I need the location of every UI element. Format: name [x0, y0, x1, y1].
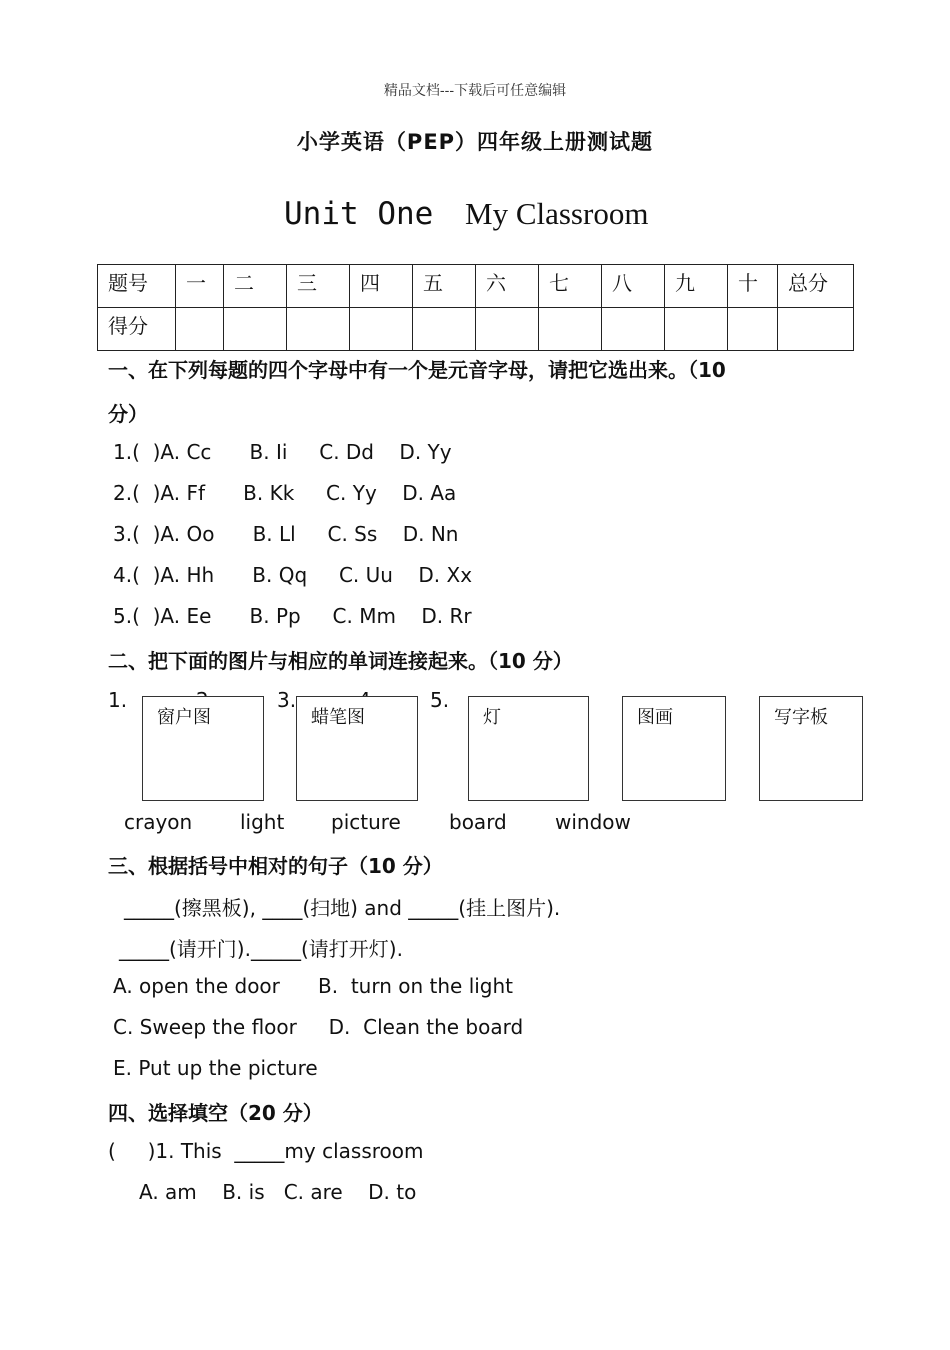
picture-box-label: 灯	[483, 707, 501, 728]
section-3-title: 三、根据括号中相对的句子（10 分）	[108, 854, 443, 878]
unit-name: My Classroom	[465, 196, 649, 231]
score-cell-1: 一	[176, 265, 224, 308]
score-cell-label: 题号	[98, 265, 176, 308]
score-input-total[interactable]	[778, 308, 854, 351]
picture-box-label: 窗户图	[157, 707, 211, 728]
score-cell-9: 九	[665, 265, 728, 308]
score-input-5[interactable]	[413, 308, 476, 351]
score-row-label: 得分	[98, 308, 176, 351]
score-cell-8: 八	[602, 265, 665, 308]
match-word-picture[interactable]: picture	[331, 810, 401, 834]
question-1-1: 1.( )A. Cc B. Ii C. Dd D. Yy	[113, 440, 452, 464]
question-1-3: 3.( )A. Oo B. Ll C. Ss D. Nn	[113, 522, 459, 546]
score-cell-2: 二	[224, 265, 287, 308]
fill-line-2: _____(请开门)._____(请打开灯).	[119, 937, 403, 961]
question-1-5: 5.( )A. Ee B. Pp C. Mm D. Rr	[113, 604, 472, 628]
score-table	[97, 264, 854, 351]
page-title: 小学英语（PEP）四年级上册测试题	[296, 130, 654, 154]
score-input-2[interactable]	[224, 308, 287, 351]
match-number-5: 5.	[430, 688, 450, 712]
section-2-title: 二、把下面的图片与相应的单词连接起来。（10 分）	[108, 649, 573, 673]
question-4-1-options: A. am B. is C. are D. to	[139, 1180, 417, 1204]
score-input-10[interactable]	[728, 308, 778, 351]
picture-box-light[interactable]	[468, 696, 589, 801]
question-4-1: ( )1. This _____my classroom	[108, 1139, 424, 1163]
score-cell-6: 六	[476, 265, 539, 308]
option-line-2: C. Sweep the floor D. Clean the board	[113, 1015, 524, 1039]
score-table-header-row	[98, 265, 854, 308]
score-cell-5: 五	[413, 265, 476, 308]
picture-box-label: 图画	[637, 707, 673, 728]
picture-box-window[interactable]	[142, 696, 264, 801]
picture-box-crayon[interactable]	[296, 696, 418, 801]
picture-box-picture[interactable]	[622, 696, 726, 801]
match-number-1: 1.	[108, 688, 128, 712]
score-cell-total: 总分	[778, 265, 854, 308]
section-4-title: 四、选择填空（20 分）	[108, 1101, 323, 1125]
score-input-4[interactable]	[350, 308, 413, 351]
question-1-4: 4.( )A. Hh B. Qq C. Uu D. Xx	[113, 563, 473, 587]
match-word-light[interactable]: light	[240, 810, 285, 834]
question-1-2: 2.( )A. Ff B. Kk C. Yy D. Aa	[113, 481, 457, 505]
score-cell-10: 十	[728, 265, 778, 308]
match-word-crayon[interactable]: crayon	[124, 810, 193, 834]
picture-box-board[interactable]	[759, 696, 863, 801]
score-cell-4: 四	[350, 265, 413, 308]
fill-line-1: _____(擦黑板), ____(扫地) and _____(挂上图片).	[124, 896, 561, 920]
score-cell-7: 七	[539, 265, 602, 308]
score-input-1[interactable]	[176, 308, 224, 351]
score-table-score-row	[98, 308, 854, 351]
section-1-title: 一、在下列每题的四个字母中有一个是元音字母，请把它选出来。（10	[108, 358, 726, 382]
option-line-1: A. open the door B. turn on the light	[113, 974, 514, 998]
option-line-3: E. Put up the picture	[113, 1056, 318, 1080]
match-word-board[interactable]: board	[449, 810, 507, 834]
section-1-title-cont: 分）	[108, 402, 148, 426]
score-input-8[interactable]	[602, 308, 665, 351]
score-input-3[interactable]	[287, 308, 350, 351]
score-input-7[interactable]	[539, 308, 602, 351]
match-number-3: 3.	[277, 688, 297, 712]
score-input-6[interactable]	[476, 308, 539, 351]
score-input-9[interactable]	[665, 308, 728, 351]
unit-number: Unit One	[284, 196, 434, 232]
watermark-header: 精品文档---下载后可任意编辑	[383, 83, 567, 99]
match-word-window[interactable]: window	[555, 810, 631, 834]
picture-box-label: 蜡笔图	[311, 707, 365, 728]
picture-box-label: 写字板	[774, 707, 828, 728]
score-cell-3: 三	[287, 265, 350, 308]
